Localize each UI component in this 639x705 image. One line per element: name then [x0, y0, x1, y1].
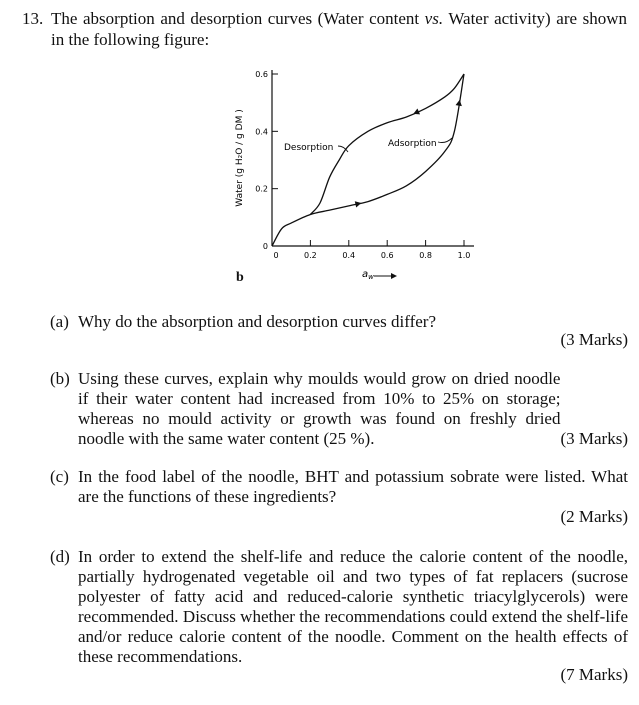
part-b-marks: (3 Marks) [560, 429, 628, 448]
part-c [50, 467, 628, 526]
question-heading [22, 8, 627, 50]
part-a [50, 312, 628, 349]
y-tick-label: 0.4 [255, 127, 268, 137]
part-d-text: In order to extend the shelf-life and reduce the calorie content of the noodle, partially hydrogenated vegetable oil and two types of fat replacers (sucrose polyester of fatty acid and reduced-calorie synthetic triacylglycerols) were recommended. Discuss whether the recommendations could extend the shelf-life and/or reduce calorie content of the noodle. Comment on the health effects of these recommendations. [78, 547, 628, 666]
part-d-label: (d) [50, 547, 70, 566]
part-a-label: (a) [50, 312, 69, 331]
y-axis-label: Water (g H₂O / g DM ) [235, 109, 245, 207]
curves [272, 74, 464, 246]
sorption-figure [226, 60, 496, 285]
question-number: 13. [22, 9, 44, 28]
y-tick-label: 0.2 [255, 184, 268, 194]
panel-label: b [236, 270, 244, 285]
vs-italic: vs. [424, 9, 444, 28]
question-text: The absorption and desorption curves (Water content vs. Water activity) are shown in the following figure: [51, 9, 627, 49]
x-ticks [273, 240, 470, 260]
adsorption-leader [438, 138, 452, 143]
part-b-label: (b) [50, 369, 70, 388]
part-d-marks: (7 Marks) [560, 665, 628, 684]
part-a-text: Why do the absorption and desorption curves differ? [78, 312, 437, 331]
adsorption-curve [272, 74, 464, 246]
desorption-label: Desorption [284, 143, 334, 153]
adsorption-label: Adsorption [388, 139, 437, 149]
x-tick-label: 0.8 [419, 251, 432, 260]
y-ticks [255, 70, 278, 251]
sorption-chart [226, 60, 496, 285]
part-c-text: In the food label of the noodle, BHT and potassium sobrate were listed. What are the functions of these ingredients? [78, 467, 628, 506]
x-axis-label: $a_w$ [362, 269, 374, 281]
x-tick-label: 0 [273, 251, 279, 260]
x-tick-label: 0.2 [304, 251, 317, 260]
x-tick-label: 0.4 [342, 251, 356, 260]
x-tick-label: 0.6 [380, 251, 394, 260]
y-tick-label: 0.6 [255, 70, 268, 79]
adsorption-direction-arrow [456, 100, 462, 106]
part-b [50, 369, 628, 449]
part-c-marks: (2 Marks) [560, 507, 628, 526]
adsorption-direction-arrow [355, 201, 362, 207]
y-tick-label: 0 [262, 242, 268, 251]
part-b-text: (3 Marks) Using these curves, explain why moulds would grow on dried noodle if their water content had increased from 10% to 25% on storage; whereas no mould activity or growth was found on freshly dried noodle with the same water content (25 %). [78, 369, 628, 448]
x-tick-label: 1.0 [457, 251, 471, 260]
part-a-marks: (3 Marks) [560, 330, 628, 349]
part-d [50, 547, 628, 684]
part-c-label: (c) [50, 467, 69, 486]
